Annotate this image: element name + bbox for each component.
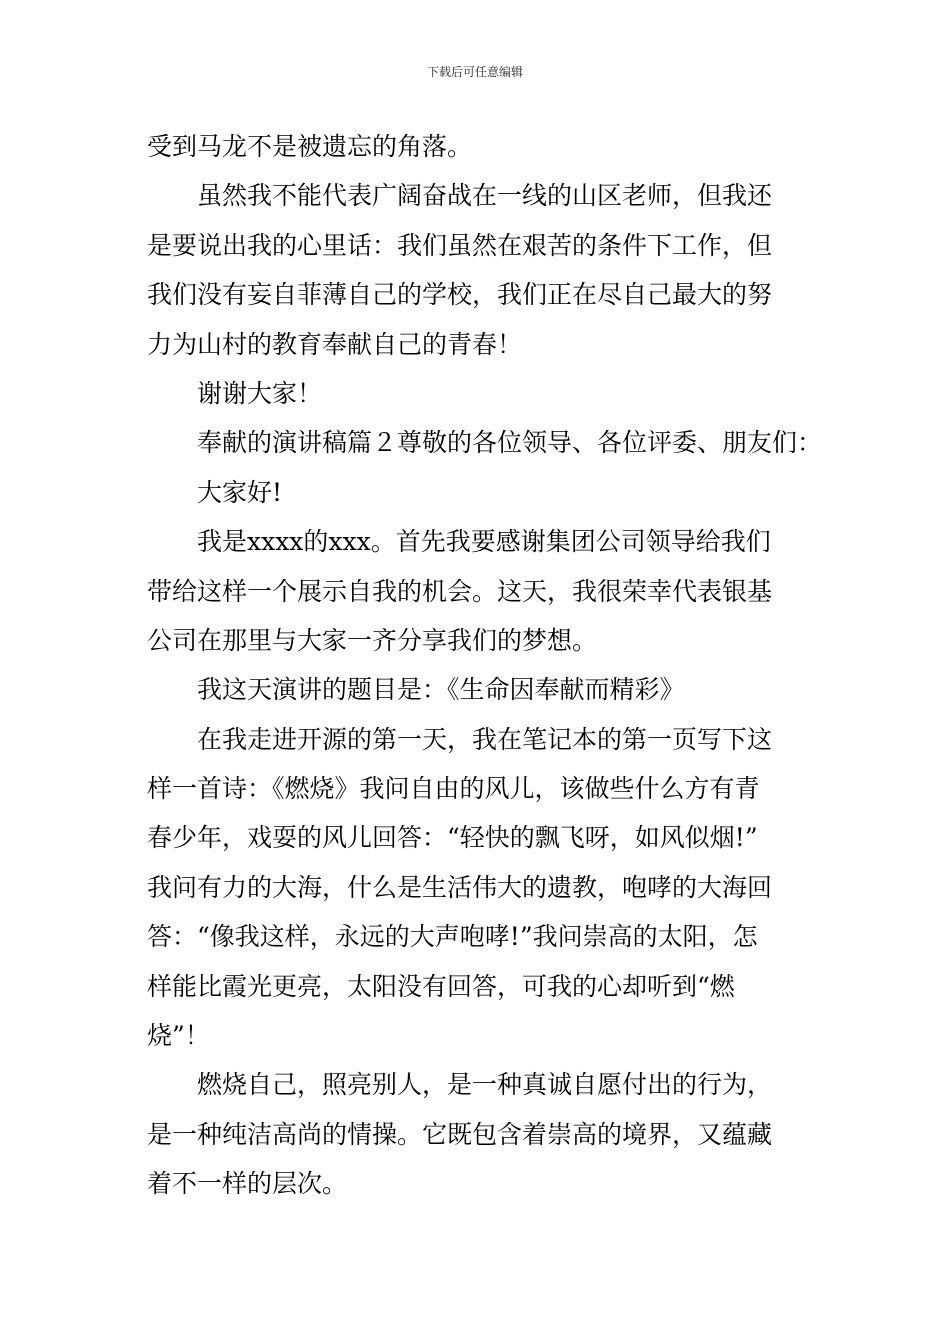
text-line: 我是xxxx的xxx。首先我要感谢集团公司领导给我们 [197,527,771,557]
page-header: 下载后可任意编辑 [426,65,523,79]
text-line: 样一首诗：《燃烧》我问自由的风儿，该做些什么方有青 [147,774,760,804]
paragraph [147,369,823,418]
text-line: 谢谢大家！ [197,378,323,408]
text-line: 虽然我不能代表广阔奋战在一线的山区老师，但我还 [197,181,773,211]
paragraph [147,171,823,369]
document-body [147,122,823,1209]
paragraph [147,665,823,714]
text-line: 在我走进开源的第一天，我在笔记本的第一页写下这 [197,724,773,754]
text-line: 我这天演讲的题目是：《生命因奉献而精彩》 [197,675,685,705]
text-line: 我问有力的大海，什么是生活伟大的遗教，咆哮的大海回 [147,872,773,902]
text-line: 受到马龙不是被遗忘的角落。 [147,132,473,161]
text-line: 烧”！ [147,1021,210,1051]
text-line: 是要说出我的心里话：我们虽然在艰苦的条件下工作，但 [147,230,773,260]
paragraph [147,1060,823,1208]
paragraph [147,122,823,171]
text-line: 燃烧自己，照亮别人，是一种真诚自愿付出的行为， [197,1070,773,1100]
text-line: 春少年，戏耍的风儿回答：“轻快的飘飞呀，如风似烟!” [147,823,758,853]
text-line: 力为山村的教育奉献自己的青春！ [147,329,523,359]
text-line: 是一种纯洁高尚的情操。它既包含着崇高的境界，又蕴藏 [147,1119,773,1149]
paragraph [147,517,823,665]
text-line: 答：“像我这样，永远的大声咆哮!”我问崇高的太阳，怎 [147,922,758,952]
paragraph [147,715,823,1061]
text-line: 奉献的演讲稿篇２尊敬的各位领导、各位评委、朋友们： [197,428,823,458]
text-line: 样能比霞光更亮，太阳没有回答，可我的心却听到“燃 [147,971,735,1001]
paragraph [147,468,823,517]
text-line: 我们没有妄自菲薄自己的学校，我们正在尽自己最大的努 [147,280,773,310]
text-line: 着不一样的层次。 [147,1169,348,1199]
paragraph [147,418,823,467]
text-line: 公司在那里与大家一齐分享我们的梦想。 [147,625,598,655]
text-line: 带给这样一个展示自我的机会。这天，我很荣幸代表银基 [147,576,773,606]
text-line: 大家好! [197,477,283,507]
